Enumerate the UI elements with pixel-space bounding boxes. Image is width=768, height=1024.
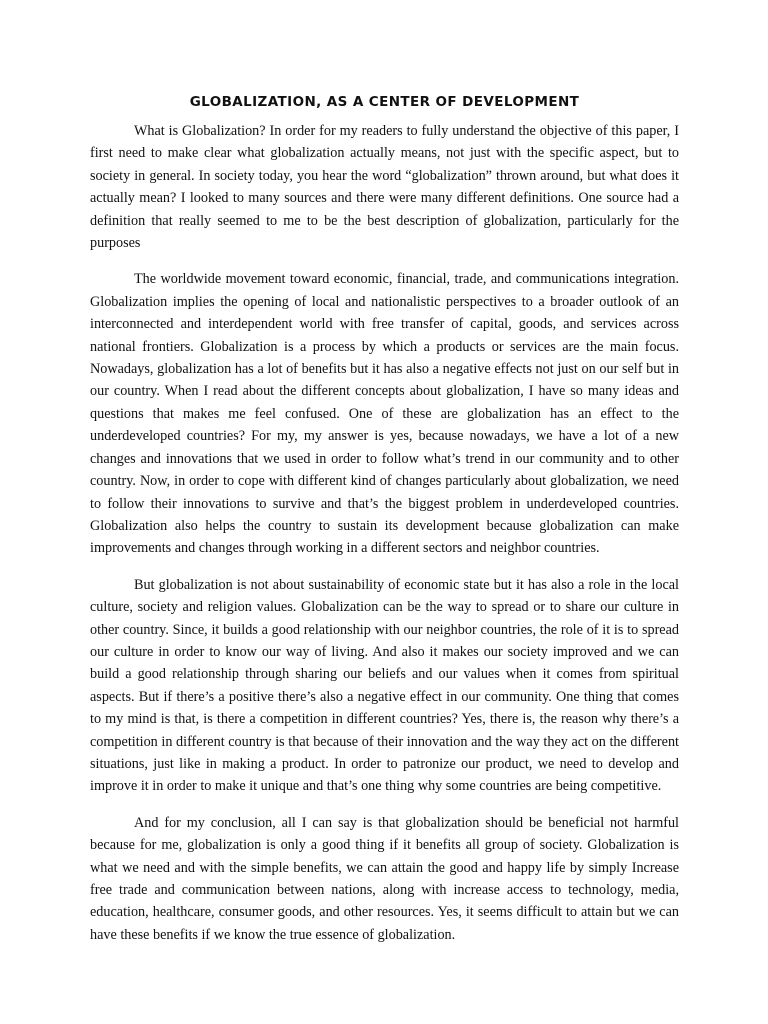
paragraph-definition: The worldwide movement toward economic, financial, trade, and communications integration. Globalization implies the opening of local and nationalistic perspectives to a broader outlook of an interconnected and interdependent world with free transfer of capital, goods, and services across national frontiers. Globalization is a process by which a products or services are the main focus. Nowadays, globalization has a lot of benefits but it has also a negative effects not just on our self but in our country. When I read about the different concepts about globalization, I have so many ideas and questions that makes me feel confused. One of these are globalization has an effect to the underdeveloped countries? For my, my answer is yes, because nowadays, we have a lot of a new changes and innovations that we used in order to follow what’s trend in our community and to other country. Now, in order to cope with different kind of changes particularly about globalization, we need to follow their innovations to survive and that’s the biggest problem in underdeveloped countries. Globalization also helps the country to sustain its development because globalization can make improvements and changes through working in a different sectors and neighbor countries. — [90, 271, 679, 557]
paragraph-introduction: What is Globalization? In order for my readers to fully understand the objective of this paper, I first need to make clear what globalization actually means, not just with the specific aspect, but to society in general. In society today, you hear the word “globalization” thrown around, but what does it actually mean? I looked to many sources and there were many different definitions. One source had a definition that really seemed to me to be the best description of globalization, particularly for the purposes — [90, 123, 679, 252]
paragraph-culture: But globalization is not about sustainability of economic state but it has also a role in the local culture, society and religion values. Globalization can be the way to spread or to share our culture in other country. Since, it builds a good relationship with our neighbor countries, the role of it is to spread our culture in order to know our way of living. And also it makes our society improved and we can build a good relationship through sharing our beliefs and our values when it comes from spiritual aspects. But if there’s a positive there’s also a negative effect in our community. One thing that comes to my mind is that, is there a competition in different countries? Yes, there is, the reason why there’s a competition in different country is that because of their innovation and the way they act on the different situations, just like in making a product. In order to patronize our product, we need to develop and improve it in order to make it unique and that’s one thing why some countries are being competitive. — [90, 576, 679, 795]
paragraph-conclusion: And for my conclusion, all I can say is that globalization should be beneficial not harmful because for me, globalization is only a good thing if it benefits all group of society. Globalization is what we need and with the simple benefits, we can attain the good and happy life by simply Increase free trade and communication between nations, along with increase access to technology, media, education, healthcare, consumer goods, and other resources. Yes, it seems difficult to attain but we can have these benefits if we know the true essence of globalization. — [90, 814, 679, 943]
page-title: GLOBALIZATION, AS A CENTER OF DEVELOPMENT — [189, 94, 580, 110]
document-body — [90, 92, 679, 946]
